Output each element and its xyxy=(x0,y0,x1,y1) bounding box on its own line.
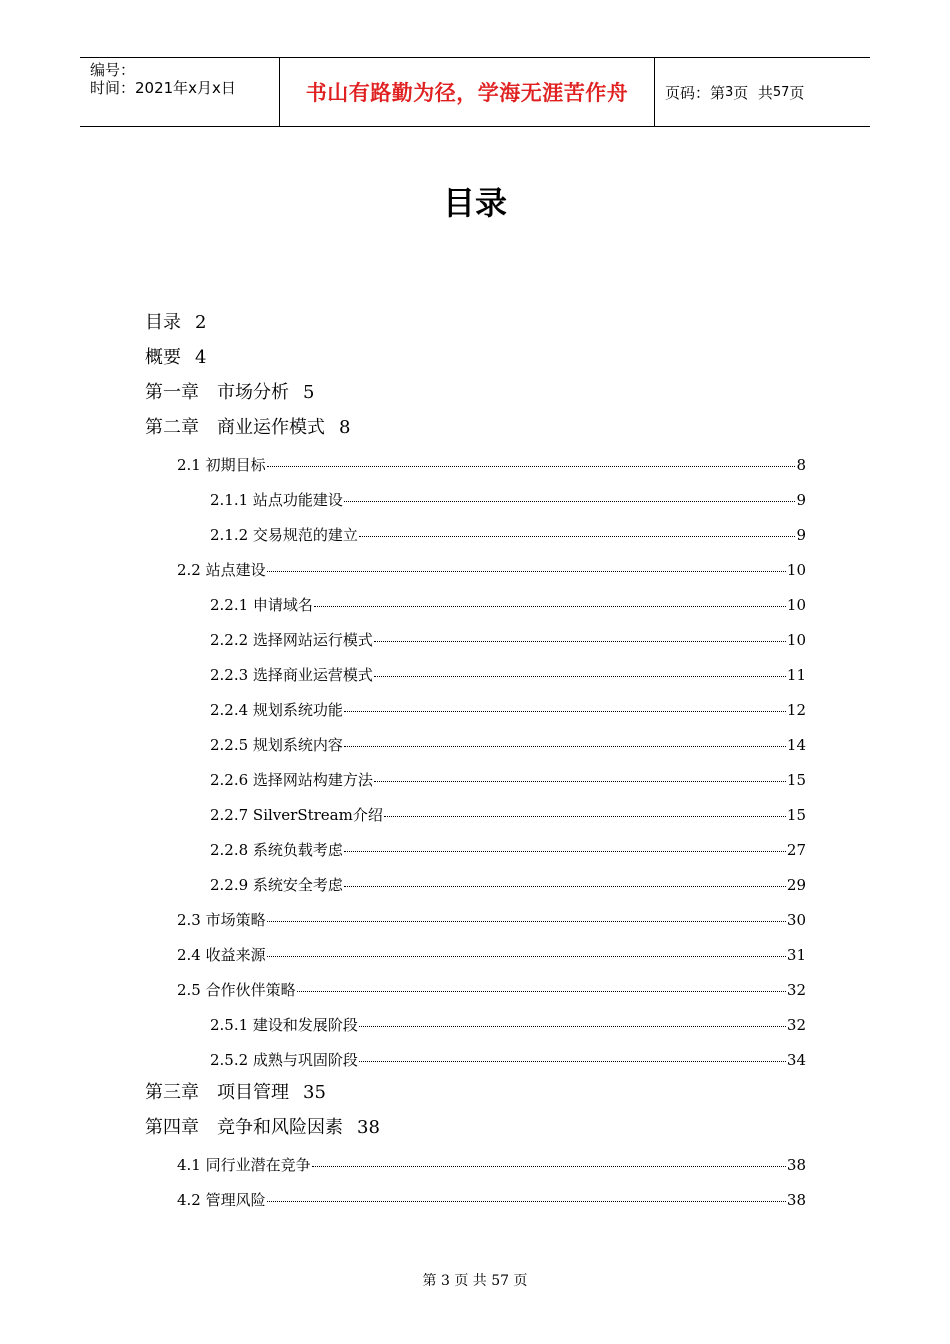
header-motto: 书山有路勤为径，学海无涯苦作舟 xyxy=(280,58,655,126)
toc-dot-leader xyxy=(267,1201,786,1202)
toc-entry[interactable] xyxy=(145,378,314,404)
page-mid: 页 共 xyxy=(733,83,773,102)
toc-entry[interactable] xyxy=(177,1154,806,1175)
toc-entry[interactable] xyxy=(145,1078,326,1104)
toc-entry-page: 10 xyxy=(786,596,806,614)
toc-entry-page: 27 xyxy=(786,841,806,859)
toc-entry[interactable] xyxy=(145,308,206,334)
footer-prefix: 第 xyxy=(422,1273,437,1289)
toc-dot-leader xyxy=(314,606,786,607)
toc-entry-label: 2.5 合作伙伴策略 xyxy=(177,981,296,999)
toc-dot-leader xyxy=(267,571,786,572)
document-date: 时间：2021年x月x日 xyxy=(90,79,236,97)
toc-entry[interactable] xyxy=(210,769,806,790)
toc-entry[interactable] xyxy=(177,1189,806,1210)
toc-dot-leader xyxy=(267,466,796,467)
toc-dot-leader xyxy=(359,1026,786,1027)
toc-entry-page: 35 xyxy=(303,1082,326,1103)
toc-entry-page: 5 xyxy=(303,382,315,403)
footer-current: 3 xyxy=(440,1273,450,1289)
page-current: 3 xyxy=(725,84,734,100)
toc-dot-leader xyxy=(344,711,786,712)
toc-entry[interactable] xyxy=(210,1049,806,1070)
toc-dot-leader xyxy=(374,781,786,782)
toc-entry-label: 2.2.7 SilverStream介绍 xyxy=(210,806,383,824)
toc-entry-label: 2.1.1 站点功能建设 xyxy=(210,491,343,509)
toc-dot-leader xyxy=(344,501,796,502)
toc-entry-label: 2.1 初期目标 xyxy=(177,456,266,474)
toc-entry-label: 2.1.2 交易规范的建立 xyxy=(210,526,358,544)
toc-entry-label: 第四章 竞争和风险因素 xyxy=(145,1117,343,1138)
toc-entry-page: 32 xyxy=(786,1016,806,1034)
toc-entry-label: 第一章 市场分析 xyxy=(145,382,289,403)
toc-entry-page: 11 xyxy=(786,666,806,684)
toc-entry-page: 38 xyxy=(357,1117,380,1138)
toc-entry-label: 目录 xyxy=(145,312,181,333)
toc-entry-page: 31 xyxy=(786,946,806,964)
toc-entry-label: 2.2 站点建设 xyxy=(177,561,266,579)
toc-entry[interactable] xyxy=(210,524,806,545)
toc-dot-leader xyxy=(384,816,786,817)
toc-dot-leader xyxy=(344,746,786,747)
toc-entry-page: 29 xyxy=(786,876,806,894)
toc-entry-label: 第三章 项目管理 xyxy=(145,1082,289,1103)
toc-entry-label: 2.5.2 成熟与巩固阶段 xyxy=(210,1051,358,1069)
header-page-info xyxy=(655,58,870,126)
toc-entry-page: 32 xyxy=(786,981,806,999)
toc-entry-page: 2 xyxy=(195,312,207,333)
toc-entry-page: 10 xyxy=(786,561,806,579)
toc-dot-leader xyxy=(297,991,786,992)
toc-dot-leader xyxy=(359,1061,786,1062)
page-total: 57 xyxy=(772,84,790,100)
toc-entry-page: 34 xyxy=(786,1051,806,1069)
footer-mid: 页 共 xyxy=(454,1273,487,1289)
toc-dot-leader xyxy=(267,956,786,957)
toc-dot-leader xyxy=(374,641,786,642)
toc-dot-leader xyxy=(344,851,786,852)
toc-entry[interactable] xyxy=(145,343,206,369)
toc-entry[interactable] xyxy=(210,1014,806,1035)
toc-entry[interactable] xyxy=(210,489,806,510)
document-number: 编号： xyxy=(90,61,136,79)
toc-entry-label: 4.1 同行业潜在竞争 xyxy=(177,1156,311,1174)
toc-entry-label: 2.2.3 选择商业运营模式 xyxy=(210,666,373,684)
page-header xyxy=(80,57,870,127)
toc-entry[interactable] xyxy=(177,909,806,930)
toc-entry-label: 2.4 收益来源 xyxy=(177,946,266,964)
toc-entry-label: 2.2.9 系统安全考虑 xyxy=(210,876,343,894)
toc-entry-label: 2.5.1 建设和发展阶段 xyxy=(210,1016,358,1034)
toc-entry-label: 2.2.1 申请域名 xyxy=(210,596,313,614)
toc-dot-leader xyxy=(374,676,786,677)
toc-entry-label: 4.2 管理风险 xyxy=(177,1191,266,1209)
toc-entry[interactable] xyxy=(210,734,806,755)
page-title: 目录 xyxy=(442,184,507,222)
toc-entry[interactable] xyxy=(210,804,806,825)
toc-entry-page: 8 xyxy=(796,456,806,474)
toc-entry-page: 38 xyxy=(786,1156,806,1174)
toc-entry-page: 38 xyxy=(786,1191,806,1209)
toc-entry-page: 15 xyxy=(786,771,806,789)
toc-entry[interactable] xyxy=(177,454,806,475)
toc-entry-label: 2.3 市场策略 xyxy=(177,911,266,929)
toc-entry[interactable] xyxy=(177,979,806,1000)
toc-entry-page: 30 xyxy=(786,911,806,929)
toc-entry-page: 15 xyxy=(786,806,806,824)
toc-entry-page: 8 xyxy=(339,417,351,438)
toc-entry-label: 概要 xyxy=(145,347,181,368)
toc-entry-page: 9 xyxy=(796,526,806,544)
toc-entry[interactable] xyxy=(210,664,806,685)
toc-dot-leader xyxy=(344,886,786,887)
toc-entry-page: 10 xyxy=(786,631,806,649)
footer-total: 57 xyxy=(491,1273,510,1289)
toc-dot-leader xyxy=(359,536,796,537)
toc-entry[interactable] xyxy=(210,874,806,895)
toc-entry-page: 12 xyxy=(786,701,806,719)
toc-entry-label: 2.2.2 选择网站运行模式 xyxy=(210,631,373,649)
toc-entry-label: 2.2.8 系统负载考虑 xyxy=(210,841,343,859)
toc-dot-leader xyxy=(267,921,786,922)
toc-entry[interactable] xyxy=(210,594,806,615)
toc-entry-label: 2.2.6 选择网站构建方法 xyxy=(210,771,373,789)
toc-entry[interactable] xyxy=(145,1113,380,1139)
toc-entry[interactable] xyxy=(177,944,806,965)
footer-suffix: 页 xyxy=(513,1273,528,1289)
page-footer xyxy=(0,1270,950,1290)
toc-entry[interactable] xyxy=(145,413,350,439)
page-prefix: 页码：第 xyxy=(665,83,726,102)
toc-entry[interactable] xyxy=(210,699,806,720)
toc-dot-leader xyxy=(312,1166,786,1167)
toc-entry[interactable] xyxy=(177,559,806,580)
page-suffix: 页 xyxy=(789,83,805,102)
toc-entry[interactable] xyxy=(210,839,806,860)
toc-entry-label: 2.2.4 规划系统功能 xyxy=(210,701,343,719)
toc-entry-label: 2.2.5 规划系统内容 xyxy=(210,736,343,754)
toc-entry-page: 9 xyxy=(796,491,806,509)
header-meta xyxy=(80,58,280,126)
toc-entry-label: 第二章 商业运作模式 xyxy=(145,417,325,438)
toc-entry-page: 4 xyxy=(195,347,207,368)
toc-entry[interactable] xyxy=(210,629,806,650)
toc-entry-page: 14 xyxy=(786,736,806,754)
